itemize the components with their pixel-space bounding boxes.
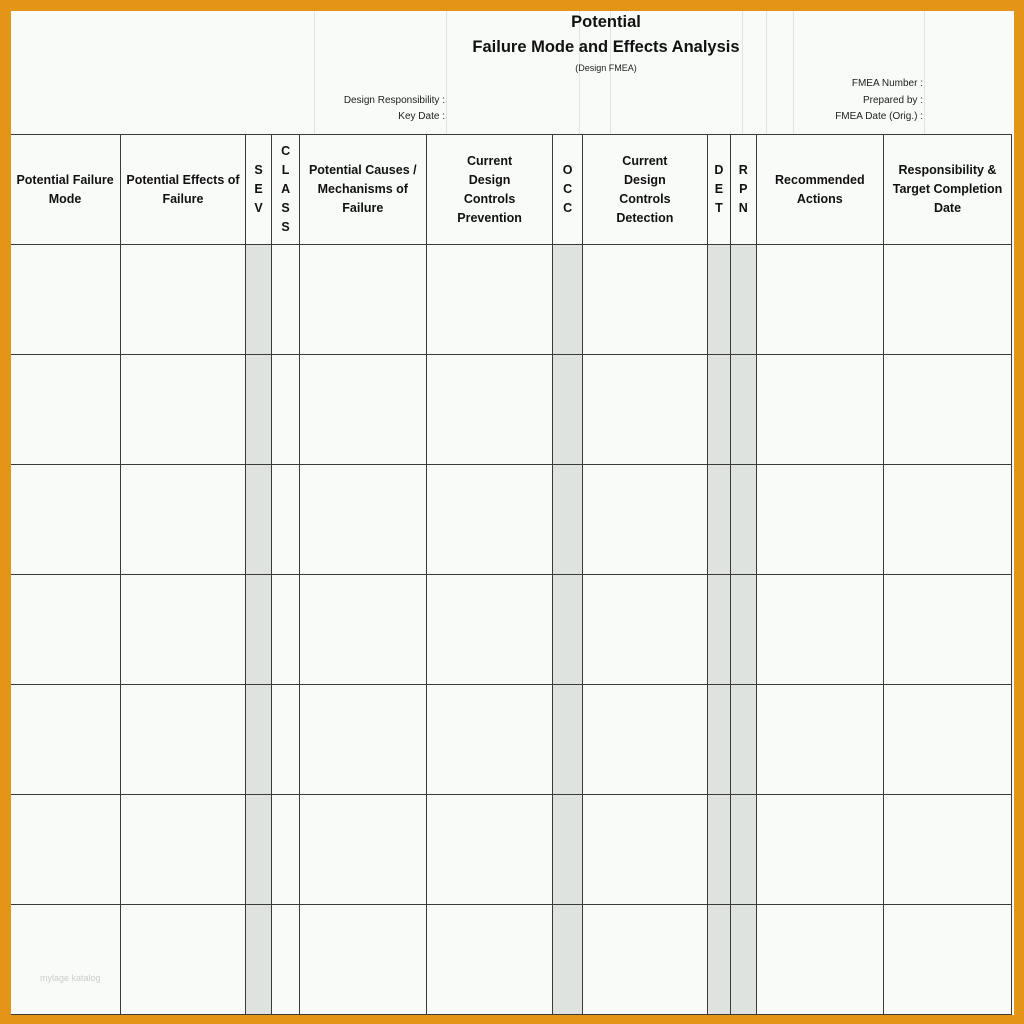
- table-cell[interactable]: [299, 245, 426, 355]
- table-row: [11, 905, 1012, 1015]
- table-cell[interactable]: [121, 355, 246, 465]
- table-cell[interactable]: [121, 465, 246, 575]
- table-cell[interactable]: [11, 355, 121, 465]
- table-cell[interactable]: [884, 905, 1012, 1015]
- table-cell[interactable]: [245, 685, 272, 795]
- column-header: [121, 135, 246, 245]
- table-cell[interactable]: [121, 795, 246, 905]
- column-header: [582, 135, 707, 245]
- table-cell[interactable]: [245, 905, 272, 1015]
- fmea-date-label: FMEA Date (Orig.) :: [835, 111, 923, 122]
- key-date-label: Key Date :: [398, 111, 445, 122]
- table-cell[interactable]: [707, 905, 730, 1015]
- table-cell[interactable]: [299, 795, 426, 905]
- prepared-by-label: Prepared by :: [862, 95, 923, 106]
- table-cell[interactable]: [553, 465, 582, 575]
- table-cell[interactable]: [884, 685, 1012, 795]
- table-cell[interactable]: [553, 575, 582, 685]
- table-cell[interactable]: [426, 575, 553, 685]
- table-row: [11, 245, 1012, 355]
- table-cell[interactable]: [707, 575, 730, 685]
- table-cell[interactable]: [582, 245, 707, 355]
- table-cell[interactable]: [756, 355, 883, 465]
- table-cell[interactable]: [299, 685, 426, 795]
- column-header-label: D E T: [714, 163, 724, 215]
- column-header: [11, 135, 121, 245]
- table-cell[interactable]: [582, 355, 707, 465]
- column-header: [730, 135, 756, 245]
- table-header-row: [11, 135, 1012, 245]
- table-cell[interactable]: [11, 905, 121, 1015]
- table-cell[interactable]: [299, 355, 426, 465]
- table-cell[interactable]: [553, 685, 582, 795]
- table-cell[interactable]: [426, 355, 553, 465]
- table-cell[interactable]: [884, 355, 1012, 465]
- table-row: [11, 355, 1012, 465]
- table-cell[interactable]: [582, 685, 707, 795]
- table-cell[interactable]: [707, 685, 730, 795]
- table-cell[interactable]: [121, 245, 246, 355]
- column-header-label: Potential Causes / Mechanisms of Failure: [308, 163, 417, 215]
- table-cell[interactable]: [245, 795, 272, 905]
- column-header: [756, 135, 883, 245]
- column-header: [707, 135, 730, 245]
- column-header-label: Potential Effects of Failure: [126, 172, 240, 206]
- table-cell[interactable]: [121, 575, 246, 685]
- table-cell[interactable]: [11, 245, 121, 355]
- table-cell[interactable]: [121, 905, 246, 1015]
- sheet-gridline: [924, 11, 925, 134]
- form-title-line1: Potential: [571, 13, 641, 31]
- table-cell[interactable]: [426, 795, 553, 905]
- table-cell[interactable]: [426, 245, 553, 355]
- table-cell[interactable]: [11, 685, 121, 795]
- column-header: [299, 135, 426, 245]
- table-cell[interactable]: [245, 245, 272, 355]
- table-cell[interactable]: [245, 355, 272, 465]
- table-cell[interactable]: [884, 465, 1012, 575]
- table-cell[interactable]: [707, 795, 730, 905]
- table-cell[interactable]: [245, 465, 272, 575]
- table-cell[interactable]: [707, 245, 730, 355]
- table-row: [11, 575, 1012, 685]
- column-header: [884, 135, 1012, 245]
- table-cell[interactable]: [121, 685, 246, 795]
- table-row: [11, 795, 1012, 905]
- column-header: [426, 135, 553, 245]
- table-cell[interactable]: [582, 905, 707, 1015]
- table-cell[interactable]: [272, 355, 300, 465]
- column-header: [272, 135, 300, 245]
- form-title-line2: Failure Mode and Effects Analysis: [472, 38, 740, 56]
- table-cell[interactable]: [582, 575, 707, 685]
- table-cell[interactable]: [299, 575, 426, 685]
- table-cell[interactable]: [884, 795, 1012, 905]
- table-cell[interactable]: [756, 905, 883, 1015]
- form-subtitle: (Design FMEA): [575, 63, 637, 73]
- table-cell[interactable]: [756, 575, 883, 685]
- fmea-sheet: [11, 11, 1014, 1015]
- table-cell[interactable]: [756, 465, 883, 575]
- column-header-label: Potential Failure Mode: [16, 172, 114, 206]
- table-cell[interactable]: [553, 905, 582, 1015]
- table-cell[interactable]: [272, 245, 300, 355]
- table-cell[interactable]: [426, 685, 553, 795]
- table-row: [11, 685, 1012, 795]
- table-cell[interactable]: [299, 465, 426, 575]
- table-cell[interactable]: [730, 355, 756, 465]
- watermark: mylage katalog: [40, 973, 101, 983]
- table-cell[interactable]: [272, 795, 300, 905]
- column-header-label: Current Design Controls Detection: [616, 153, 674, 225]
- table-cell[interactable]: [884, 575, 1012, 685]
- table-cell[interactable]: [582, 795, 707, 905]
- table-cell[interactable]: [730, 465, 756, 575]
- table-cell[interactable]: [884, 245, 1012, 355]
- table-cell[interactable]: [553, 245, 582, 355]
- column-header-label: O C C: [562, 163, 573, 215]
- table-cell[interactable]: [11, 795, 121, 905]
- table-cell[interactable]: [426, 465, 553, 575]
- table-cell[interactable]: [553, 795, 582, 905]
- table-cell[interactable]: [11, 465, 121, 575]
- table-cell[interactable]: [245, 575, 272, 685]
- design-responsibility-label: Design Responsibility :: [343, 95, 445, 106]
- table-cell[interactable]: [730, 685, 756, 795]
- fmea-table: [11, 134, 1012, 1015]
- table-cell[interactable]: [11, 575, 121, 685]
- table-cell[interactable]: [272, 685, 300, 795]
- table-row: [11, 465, 1012, 575]
- table-cell[interactable]: [730, 905, 756, 1015]
- table-cell[interactable]: [730, 795, 756, 905]
- table-cell[interactable]: [426, 905, 553, 1015]
- table-cell[interactable]: [299, 905, 426, 1015]
- column-header-label: C L A S S: [281, 144, 291, 234]
- column-header-label: R P N: [738, 163, 748, 215]
- column-header-label: Current Design Controls Prevention: [457, 153, 522, 225]
- table-cell[interactable]: [756, 795, 883, 905]
- table-cell[interactable]: [707, 465, 730, 575]
- table-cell[interactable]: [582, 465, 707, 575]
- fmea-number-label: FMEA Number :: [851, 78, 923, 89]
- column-header: [245, 135, 272, 245]
- column-header-label: Recommended Actions: [775, 172, 865, 206]
- column-header-label: S E V: [254, 163, 263, 215]
- table-cell[interactable]: [553, 355, 582, 465]
- table-cell[interactable]: [272, 905, 300, 1015]
- table-cell[interactable]: [756, 245, 883, 355]
- table-cell[interactable]: [272, 465, 300, 575]
- table-cell[interactable]: [272, 575, 300, 685]
- table-cell[interactable]: [730, 245, 756, 355]
- column-header: [553, 135, 582, 245]
- column-header-label: Responsibility & Target Completion Date: [892, 163, 1003, 215]
- table-cell[interactable]: [707, 355, 730, 465]
- table-cell[interactable]: [730, 575, 756, 685]
- table-cell[interactable]: [756, 685, 883, 795]
